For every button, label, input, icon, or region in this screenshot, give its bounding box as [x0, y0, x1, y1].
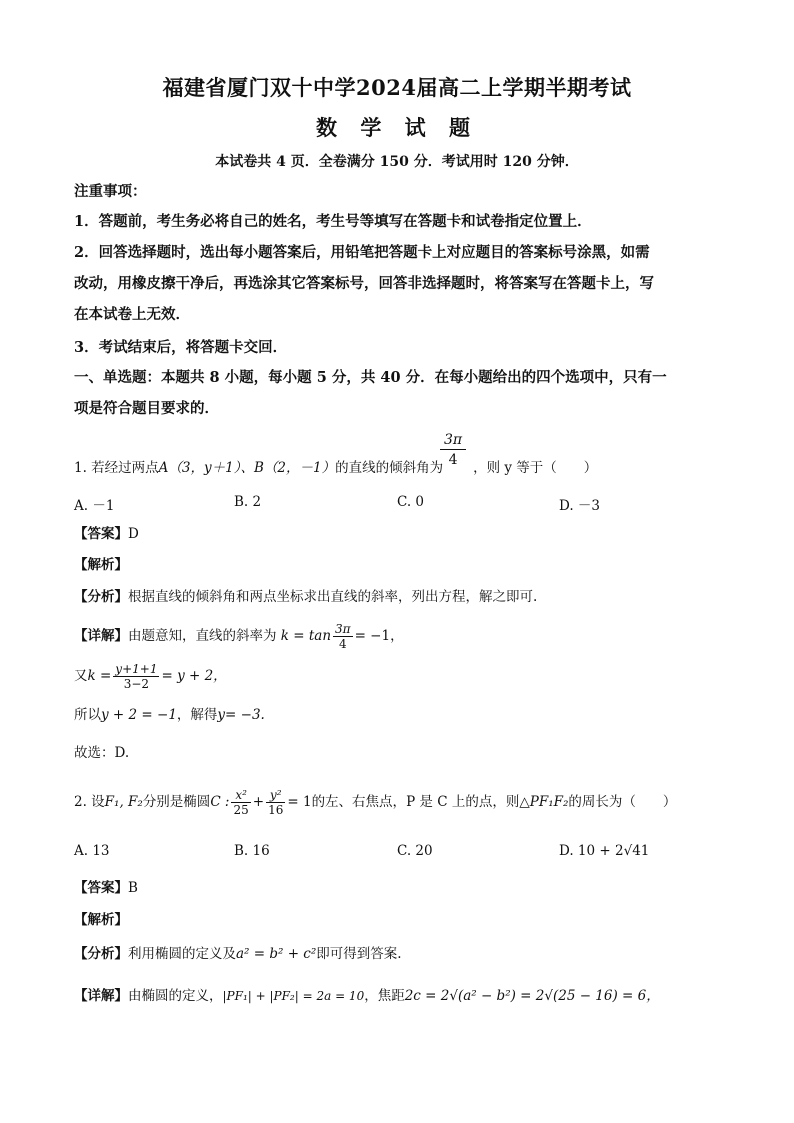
q1-k-prefix: 又: [74, 668, 88, 684]
q2-ellipse-x-fraction: [231, 788, 250, 817]
q1-k-denominator: 3−2: [123, 677, 150, 691]
q1-k-numerator: y+1+1: [115, 662, 158, 676]
q1-k-fraction: [113, 662, 159, 691]
q2-fenxi-eq: a² = b² + c²: [236, 946, 317, 962]
q1-choice-a[interactable]: A. －1: [74, 498, 115, 514]
q1-answer: [74, 524, 724, 544]
q1-fenxi: [74, 587, 724, 607]
q1-angle-numerator: 3π: [440, 432, 466, 450]
q1-conclusion: 故选：D.: [74, 745, 130, 761]
q2-mid1: 分别是椭圆: [142, 794, 211, 810]
q1-k-eq-a: k =: [87, 668, 112, 684]
page-subtitle: 数 学 试 题: [316, 115, 478, 140]
q1-slope-denominator: 4: [338, 637, 347, 651]
q2-xiangjie-tag: 【详解】: [74, 988, 128, 1004]
exam-meta: 本试卷共 4 页．全卷满分 150 分．考试用时 120 分钟．: [215, 154, 579, 170]
q2-xiangjie: [74, 986, 724, 1006]
q1-result: [74, 705, 724, 725]
q1-suffix: ，则 y 等于（ ）: [473, 460, 598, 476]
q2-triangle: △PF₁F₂: [519, 794, 569, 810]
q1-fenxi-text: 根据直线的倾斜角和两点坐标求出直线的斜率，列出方程，解之即可.: [128, 589, 538, 605]
q2-choices: [74, 843, 724, 865]
q2-prefix: 2. 设: [74, 794, 105, 810]
q1-result-value: y= −3.: [217, 707, 265, 723]
q1-xiangjie-tag: 【详解】: [74, 628, 128, 644]
q1-slope-eq-a: k = tan: [280, 628, 332, 644]
q1-result-a: 所以: [74, 707, 101, 723]
q2-choice-a[interactable]: A. 13: [74, 843, 110, 859]
q2-answer-tag: 【答案】: [74, 880, 128, 896]
q1-fenxi-tag: 【分析】: [74, 589, 128, 605]
q2-foci: F₁, F₂: [104, 794, 143, 810]
q2-analysis-tag: 【解析】: [74, 912, 128, 928]
q2-xiangjie-b: ，焦距: [364, 988, 405, 1004]
q2-choice-d[interactable]: D. 10 + 2√41: [559, 843, 650, 859]
q2-fenxi-b: 即可得到答案.: [316, 946, 402, 962]
q2-ellipse-y-numerator: y²: [266, 788, 285, 803]
q1-choice-c[interactable]: C. 0: [397, 494, 425, 510]
q1-answer-value: D: [128, 526, 139, 542]
q2-xiangjie-a: 由椭圆的定义，: [128, 988, 223, 1004]
q2-fenxi-a: 利用椭圆的定义及: [128, 946, 236, 962]
q1-result-b: ，解得: [176, 707, 218, 723]
q1-k-eq-b: = y + 2，: [161, 668, 227, 684]
note-item-2-line-2: 改动，用橡皮擦干净后，再选涂其它答案标号，回答非选择题时，将答案写在答题卡上，写: [74, 275, 654, 292]
note-item-2-line-1: 2．回答选择题时，选出每小题答案后，用铅笔把答题卡上对应题目的答案标号涂黑，如需: [74, 244, 650, 261]
q2-choice-b[interactable]: B. 16: [234, 843, 270, 859]
q1-choice-b[interactable]: B. 2: [234, 494, 262, 510]
q1-slope-fraction: [333, 622, 353, 651]
notes-heading: 注重事项：: [74, 183, 147, 200]
q2-ellipse-y-denominator: 16: [268, 803, 284, 817]
section-heading-line-1: 一、单选题：本题共 8 小题，每小题 5 分，共 40 分．在每小题给出的四个选项中，只有一: [74, 369, 667, 386]
q2-xiangjie-eq2: 2c = 2√(a² − b²) = 2√(25 − 16) = 6，: [404, 988, 660, 1004]
q1-angle-denominator: 4: [448, 452, 458, 468]
q1-result-eq: y + 2 = −1: [101, 707, 177, 723]
q1-stem: [74, 458, 724, 478]
q1-slope-numerator: 3π: [335, 622, 351, 636]
q2-ellipse-a: C :: [210, 794, 230, 810]
q2-fenxi-tag: 【分析】: [74, 946, 128, 962]
q1-analysis-tag: 【解析】: [74, 557, 128, 573]
note-item-1: 1．答题前，考生务必将自己的姓名，考生号等填写在答题卡和试卷指定位置上．: [74, 213, 592, 230]
q1-choices: [74, 494, 724, 516]
q1-prefix: 1. 若经过两点: [74, 460, 159, 476]
q2-fenxi: [74, 944, 724, 964]
q1-xiangjie-text: 由题意知，直线的斜率为: [128, 628, 277, 644]
note-item-2-line-3: 在本试卷上无效．: [74, 306, 190, 323]
q2-mid2: 的左、右焦点，: [311, 794, 407, 810]
q1-choice-d[interactable]: D. －3: [559, 498, 601, 514]
q1-middle: 的直线的倾斜角为: [335, 460, 444, 476]
q1-slope-eq-b: = −1，: [354, 628, 404, 644]
q2-p-text: P 是 C 上的点，则: [406, 794, 520, 810]
q2-choice-c[interactable]: C. 20: [397, 843, 433, 859]
q2-xiangjie-eq1: |PF₁| + |PF₂| = 2a = 10: [222, 989, 365, 1003]
q2-suffix: 的周长为（ ）: [568, 794, 677, 810]
q1-xiangjie: [74, 622, 724, 651]
q2-answer: [74, 878, 724, 898]
q2-answer-value: B: [128, 880, 138, 896]
q2-ellipse-y-fraction: [266, 788, 285, 817]
page-title: 福建省厦门双十中学2024届高二上学期半期考试: [162, 75, 632, 100]
note-item-3: 3．考试结束后，将答题卡交回．: [74, 339, 288, 356]
q2-stem: 2. 设F₁, F₂分别是椭圆C : $\frac{\text{x²}}{25}$ + $\frac{\text{y²}}{16}$ = 1的左、右焦点，P 是 C 上的点，则△PF₁F₂的周长为（ ）: [74, 788, 677, 817]
q1-points: A（3，y＋1）、B（2，－1）: [158, 460, 336, 476]
q2-ellipse-x-numerator: x²: [231, 788, 250, 803]
section-heading-line-2: 项是符合题目要求的．: [74, 400, 219, 417]
q2-ellipse-x-denominator: 25: [233, 803, 249, 817]
q1-k-expression: [74, 662, 724, 692]
q2-ellipse-b: = 1: [287, 794, 312, 810]
q1-answer-tag: 【答案】: [74, 526, 128, 542]
